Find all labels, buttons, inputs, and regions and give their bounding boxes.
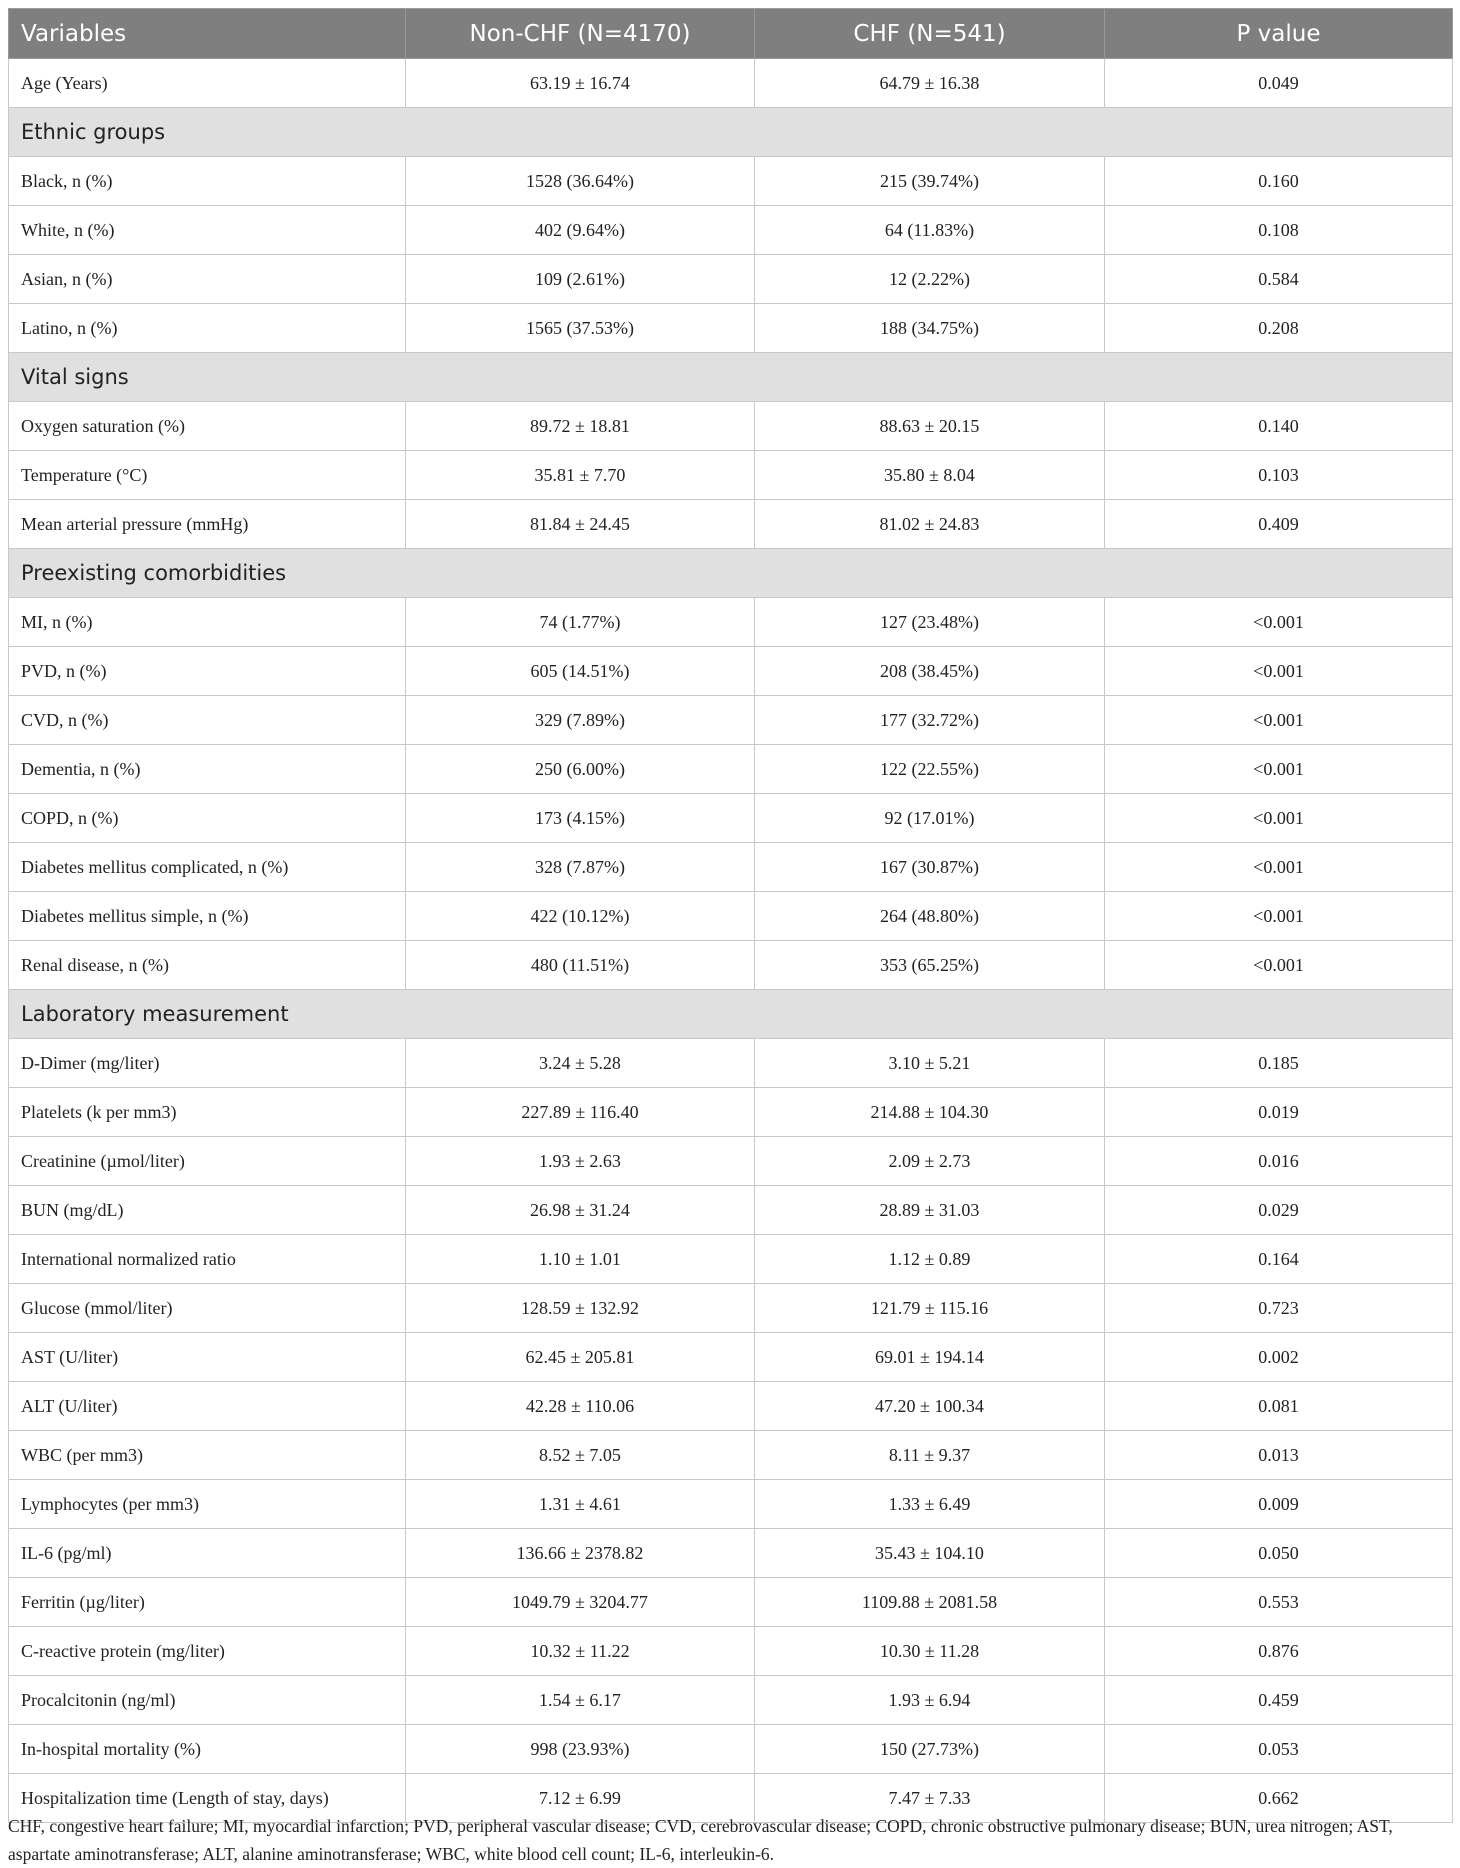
chf-cell: 81.02 ± 24.83: [755, 500, 1105, 549]
p-value-cell: 0.185: [1105, 1039, 1453, 1088]
p-value-cell: <0.001: [1105, 696, 1453, 745]
non-chf-cell: 1.31 ± 4.61: [406, 1480, 755, 1529]
chf-cell: 28.89 ± 31.03: [755, 1186, 1105, 1235]
variable-cell: D-Dimer (mg/liter): [9, 1039, 406, 1088]
chf-cell: 8.11 ± 9.37: [755, 1431, 1105, 1480]
chf-cell: 215 (39.74%): [755, 157, 1105, 206]
non-chf-cell: 422 (10.12%): [406, 892, 755, 941]
table-row: [9, 1725, 1453, 1774]
variable-cell: MI, n (%): [9, 598, 406, 647]
non-chf-cell: 8.52 ± 7.05: [406, 1431, 755, 1480]
variable-cell: Latino, n (%): [9, 304, 406, 353]
non-chf-cell: 89.72 ± 18.81: [406, 402, 755, 451]
chf-cell: 1.93 ± 6.94: [755, 1676, 1105, 1725]
p-value-cell: 0.019: [1105, 1088, 1453, 1137]
variable-cell: Temperature (°C): [9, 451, 406, 500]
p-value-cell: 0.009: [1105, 1480, 1453, 1529]
chf-cell: 121.79 ± 115.16: [755, 1284, 1105, 1333]
table-row: [9, 647, 1453, 696]
p-value-cell: 0.140: [1105, 402, 1453, 451]
chf-cell: 353 (65.25%): [755, 941, 1105, 990]
table-row: [9, 304, 1453, 353]
non-chf-cell: 3.24 ± 5.28: [406, 1039, 755, 1088]
variable-cell: Diabetes mellitus simple, n (%): [9, 892, 406, 941]
variable-cell: Hospitalization time (Length of stay, days): [9, 1774, 406, 1823]
p-value-cell: 0.002: [1105, 1333, 1453, 1382]
chf-cell: 127 (23.48%): [755, 598, 1105, 647]
chf-cell: 2.09 ± 2.73: [755, 1137, 1105, 1186]
p-value-cell: <0.001: [1105, 892, 1453, 941]
non-chf-cell: 328 (7.87%): [406, 843, 755, 892]
table-row: [9, 1333, 1453, 1382]
non-chf-cell: 329 (7.89%): [406, 696, 755, 745]
non-chf-cell: 128.59 ± 132.92: [406, 1284, 755, 1333]
chf-cell: 167 (30.87%): [755, 843, 1105, 892]
table-row: [9, 598, 1453, 647]
p-value-cell: 0.409: [1105, 500, 1453, 549]
non-chf-cell: 227.89 ± 116.40: [406, 1088, 755, 1137]
chf-cell: 7.47 ± 7.33: [755, 1774, 1105, 1823]
non-chf-cell: 35.81 ± 7.70: [406, 451, 755, 500]
table-row: [9, 941, 1453, 990]
variable-cell: Oxygen saturation (%): [9, 402, 406, 451]
chf-cell: 35.43 ± 104.10: [755, 1529, 1105, 1578]
table-row: [9, 1235, 1453, 1284]
section-row: [9, 990, 1453, 1039]
chf-cell: 64.79 ± 16.38: [755, 59, 1105, 108]
non-chf-cell: 81.84 ± 24.45: [406, 500, 755, 549]
variable-cell: Glucose (mmol/liter): [9, 1284, 406, 1333]
p-value-cell: 0.029: [1105, 1186, 1453, 1235]
non-chf-cell: 1.10 ± 1.01: [406, 1235, 755, 1284]
non-chf-cell: 250 (6.00%): [406, 745, 755, 794]
p-value-cell: 0.050: [1105, 1529, 1453, 1578]
chf-cell: 177 (32.72%): [755, 696, 1105, 745]
chf-cell: 122 (22.55%): [755, 745, 1105, 794]
table-row: [9, 1529, 1453, 1578]
header-p-value: P value: [1105, 9, 1453, 59]
section-title: Laboratory measurement: [9, 990, 1453, 1039]
table-row: [9, 451, 1453, 500]
table-row: [9, 1382, 1453, 1431]
chf-cell: 92 (17.01%): [755, 794, 1105, 843]
variable-cell: WBC (per mm3): [9, 1431, 406, 1480]
header-non-chf: Non-CHF (N=4170): [406, 9, 755, 59]
table-row: [9, 892, 1453, 941]
non-chf-cell: 1528 (36.64%): [406, 157, 755, 206]
p-value-cell: <0.001: [1105, 647, 1453, 696]
p-value-cell: 0.013: [1105, 1431, 1453, 1480]
header-row: [9, 9, 1453, 59]
p-value-cell: 0.081: [1105, 1382, 1453, 1431]
chf-cell: 47.20 ± 100.34: [755, 1382, 1105, 1431]
header-chf: CHF (N=541): [755, 9, 1105, 59]
variable-cell: CVD, n (%): [9, 696, 406, 745]
table-row: [9, 500, 1453, 549]
p-value-cell: 0.876: [1105, 1627, 1453, 1676]
baseline-characteristics-table: [8, 8, 1453, 1823]
variable-cell: In-hospital mortality (%): [9, 1725, 406, 1774]
table-row: [9, 745, 1453, 794]
section-title: Ethnic groups: [9, 108, 1453, 157]
p-value-cell: 0.164: [1105, 1235, 1453, 1284]
p-value-cell: <0.001: [1105, 843, 1453, 892]
variable-cell: Black, n (%): [9, 157, 406, 206]
non-chf-cell: 63.19 ± 16.74: [406, 59, 755, 108]
p-value-cell: <0.001: [1105, 941, 1453, 990]
p-value-cell: 0.108: [1105, 206, 1453, 255]
chf-cell: 69.01 ± 194.14: [755, 1333, 1105, 1382]
p-value-cell: 0.016: [1105, 1137, 1453, 1186]
table-row: [9, 1480, 1453, 1529]
non-chf-cell: 1565 (37.53%): [406, 304, 755, 353]
chf-cell: 88.63 ± 20.15: [755, 402, 1105, 451]
table-row: [9, 1186, 1453, 1235]
table-row: [9, 255, 1453, 304]
table-footnote: CHF, congestive heart failure; MI, myocardial infarction; PVD, peripheral vascular disease; CVD, cerebrovascular disease; COPD, chronic obstructive pulmonary disease; BUN, urea nitrogen; AST, aspartate aminotransferase; ALT, alanine aminotransferase; WBC, white blood cell count; IL-6, interleukin-6.: [8, 1816, 1393, 1864]
variable-cell: Mean arterial pressure (mmHg): [9, 500, 406, 549]
non-chf-cell: 62.45 ± 205.81: [406, 1333, 755, 1382]
table-row: [9, 1284, 1453, 1333]
non-chf-cell: 1.54 ± 6.17: [406, 1676, 755, 1725]
chf-cell: 214.88 ± 104.30: [755, 1088, 1105, 1137]
chf-cell: 64 (11.83%): [755, 206, 1105, 255]
chf-cell: 1109.88 ± 2081.58: [755, 1578, 1105, 1627]
p-value-cell: 0.053: [1105, 1725, 1453, 1774]
non-chf-cell: 480 (11.51%): [406, 941, 755, 990]
non-chf-cell: 26.98 ± 31.24: [406, 1186, 755, 1235]
chf-cell: 208 (38.45%): [755, 647, 1105, 696]
p-value-cell: 0.160: [1105, 157, 1453, 206]
variable-cell: Procalcitonin (ng/ml): [9, 1676, 406, 1725]
variable-cell: Renal disease, n (%): [9, 941, 406, 990]
table-row: [9, 1676, 1453, 1725]
chf-cell: 35.80 ± 8.04: [755, 451, 1105, 500]
non-chf-cell: 109 (2.61%): [406, 255, 755, 304]
variable-cell: C-reactive protein (mg/liter): [9, 1627, 406, 1676]
table-row: [9, 1039, 1453, 1088]
non-chf-cell: 136.66 ± 2378.82: [406, 1529, 755, 1578]
table-row: [9, 1137, 1453, 1186]
variable-cell: Platelets (k per mm3): [9, 1088, 406, 1137]
table-row: [9, 843, 1453, 892]
non-chf-cell: 42.28 ± 110.06: [406, 1382, 755, 1431]
non-chf-cell: 1.93 ± 2.63: [406, 1137, 755, 1186]
p-value-cell: 0.584: [1105, 255, 1453, 304]
chf-cell: 12 (2.22%): [755, 255, 1105, 304]
p-value-cell: 0.459: [1105, 1676, 1453, 1725]
table-row: [9, 1088, 1453, 1137]
variable-cell: ALT (U/liter): [9, 1382, 406, 1431]
p-value-cell: 0.553: [1105, 1578, 1453, 1627]
chf-cell: 188 (34.75%): [755, 304, 1105, 353]
p-value-cell: 0.103: [1105, 451, 1453, 500]
variable-cell: BUN (mg/dL): [9, 1186, 406, 1235]
chf-cell: 10.30 ± 11.28: [755, 1627, 1105, 1676]
chf-cell: 264 (48.80%): [755, 892, 1105, 941]
variable-cell: Asian, n (%): [9, 255, 406, 304]
non-chf-cell: 605 (14.51%): [406, 647, 755, 696]
p-value-cell: 0.208: [1105, 304, 1453, 353]
non-chf-cell: 402 (9.64%): [406, 206, 755, 255]
table-row: [9, 59, 1453, 108]
variable-cell: Lymphocytes (per mm3): [9, 1480, 406, 1529]
p-value-cell: <0.001: [1105, 598, 1453, 647]
variable-cell: White, n (%): [9, 206, 406, 255]
variable-cell: PVD, n (%): [9, 647, 406, 696]
variable-cell: Age (Years): [9, 59, 406, 108]
variable-cell: IL-6 (pg/ml): [9, 1529, 406, 1578]
table-row: [9, 157, 1453, 206]
variable-cell: Diabetes mellitus complicated, n (%): [9, 843, 406, 892]
header-variables: Variables: [9, 9, 406, 59]
table-row: [9, 206, 1453, 255]
non-chf-cell: 173 (4.15%): [406, 794, 755, 843]
p-value-cell: 0.049: [1105, 59, 1453, 108]
chf-cell: 1.33 ± 6.49: [755, 1480, 1105, 1529]
section-row: [9, 108, 1453, 157]
table-row: [9, 1431, 1453, 1480]
variable-cell: AST (U/liter): [9, 1333, 406, 1382]
chf-cell: 150 (27.73%): [755, 1725, 1105, 1774]
non-chf-cell: 1049.79 ± 3204.77: [406, 1578, 755, 1627]
table-row: [9, 696, 1453, 745]
table-row: [9, 1578, 1453, 1627]
variable-cell: Creatinine (µmol/liter): [9, 1137, 406, 1186]
chf-cell: 3.10 ± 5.21: [755, 1039, 1105, 1088]
p-value-cell: <0.001: [1105, 745, 1453, 794]
table-row: [9, 1627, 1453, 1676]
non-chf-cell: 10.32 ± 11.22: [406, 1627, 755, 1676]
non-chf-cell: 998 (23.93%): [406, 1725, 755, 1774]
non-chf-cell: 74 (1.77%): [406, 598, 755, 647]
non-chf-cell: 7.12 ± 6.99: [406, 1774, 755, 1823]
section-title: Preexisting comorbidities: [9, 549, 1453, 598]
p-value-cell: <0.001: [1105, 794, 1453, 843]
section-title: Vital signs: [9, 353, 1453, 402]
section-row: [9, 549, 1453, 598]
variable-cell: International normalized ratio: [9, 1235, 406, 1284]
section-row: [9, 353, 1453, 402]
chf-cell: 1.12 ± 0.89: [755, 1235, 1105, 1284]
table-row: [9, 794, 1453, 843]
table-row: [9, 402, 1453, 451]
variable-cell: Ferritin (µg/liter): [9, 1578, 406, 1627]
variable-cell: Dementia, n (%): [9, 745, 406, 794]
p-value-cell: 0.662: [1105, 1774, 1453, 1823]
p-value-cell: 0.723: [1105, 1284, 1453, 1333]
variable-cell: COPD, n (%): [9, 794, 406, 843]
